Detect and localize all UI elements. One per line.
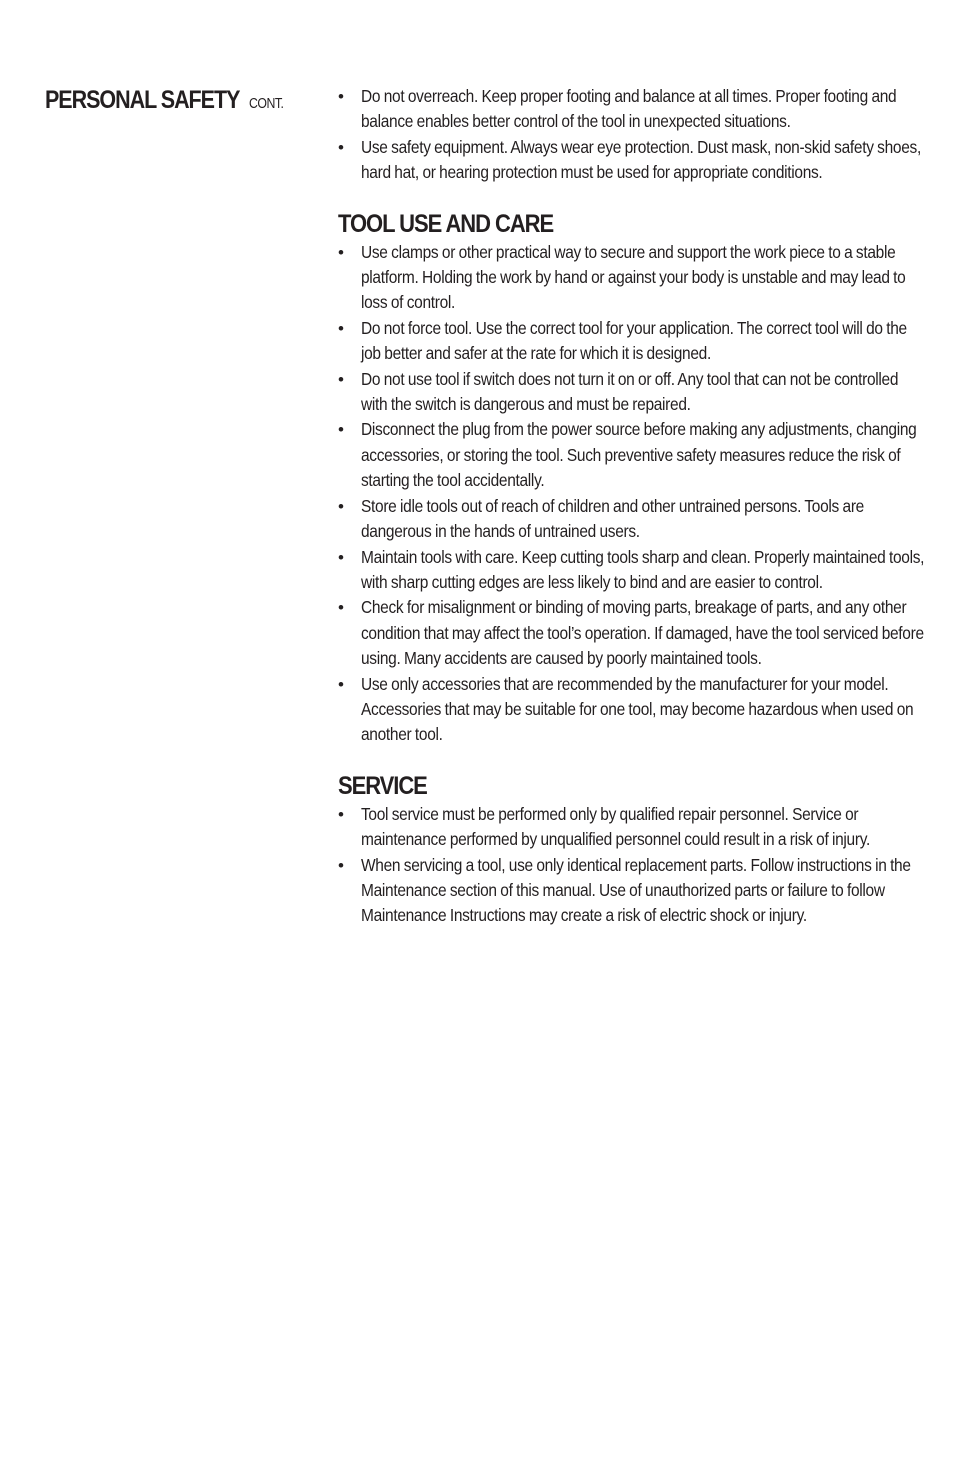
list-item-text: Check for misalignment or binding of moving parts, breakage of parts, and any other condition that may affect the tool’s operation. If damaged, have the tool serviced before using. Many accidents are caused by poorly maintained tools. [361, 597, 924, 669]
list-item-text: Maintain tools with care. Keep cutting tools sharp and clean. Properly maintained tools, with sharp cutting edges are less likely to bind and are easier to control. [361, 546, 925, 592]
tool-use-title: TOOL USE AND CARE [338, 209, 554, 238]
list-item-text: Store idle tools out of reach of children and other untrained persons. Tools are dangerous in the hands of untrained users. [361, 495, 864, 542]
tool-use-section [338, 208, 925, 748]
list-item-text: Do not overreach. Keep proper footing and balance at all times. Proper footing and balance enables better control of the tool in unexpected situations. [361, 86, 897, 132]
list-item-text: Use only accessories that are recommended by the manufacturer for your model. Accessories that may be suitable for one tool, may become hazardous when used on another tool. [361, 673, 914, 745]
list-item-text: When servicing a tool, use only identical replacement parts. Follow instructions in the Maintenance section of this manual. Use of unauthorized parts or failure to follow Maintenance Instructions may create a risk of electric shock or injury. [361, 854, 911, 926]
list-item [338, 316, 918, 367]
list-item-text: Do not use tool if switch does not turn it on or off. Any tool that can not be controlled with the switch is dangerous and must be repaired. [361, 368, 899, 415]
list-item [338, 802, 918, 853]
bullet-icon: • [338, 420, 344, 440]
bullet-icon: • [338, 855, 344, 875]
list-item-text: Use safety equipment. Always wear eye protection. Dust mask, non-skid safety shoes, hard hat, or hearing protection must be used for appropriate conditions. [361, 136, 921, 183]
bullet-icon: • [338, 137, 344, 157]
personal-safety-list [338, 84, 921, 186]
list-item-text: Disconnect the plug from the power source before making any adjustments, changing accessories, or storing the tool. Such preventive safety measures reduce the risk of starting the tool accidentally. [361, 419, 917, 491]
list-item-text: Do not force tool. Use the correct tool for your application. The correct tool will do the job better and safer at the rate for which it is designed. [361, 317, 907, 364]
service-section [338, 770, 918, 929]
side-heading-suffix: CONT. [249, 95, 284, 112]
service-title: SERVICE [338, 771, 427, 800]
side-heading-title: PERSONAL SAFETY [45, 86, 240, 114]
list-item [338, 595, 924, 671]
bullet-icon: • [338, 496, 344, 516]
list-item [338, 417, 918, 493]
bullet-icon: • [338, 547, 344, 567]
list-item [338, 240, 918, 316]
main-content [338, 84, 925, 929]
list-item-text: Use clamps or other practical way to secure and support the work piece to a stable platform. Holding the work by hand or against your body is unstable and may lead to loss of control. [361, 241, 906, 313]
list-item [338, 494, 918, 545]
list-item [338, 367, 918, 418]
tool-use-list [338, 240, 925, 748]
bullet-icon: • [338, 598, 344, 618]
bullet-icon: • [338, 804, 344, 824]
list-item [338, 545, 925, 596]
list-item [338, 672, 918, 748]
bullet-icon: • [338, 242, 344, 262]
bullet-icon: • [338, 674, 344, 694]
bullet-icon: • [338, 318, 344, 338]
service-list [338, 802, 918, 929]
list-item [338, 84, 918, 135]
list-item-text: Tool service must be performed only by qualified repair personnel. Service or maintenance performed by unqualified personnel could result in a risk of injury. [361, 803, 870, 850]
list-item [338, 135, 921, 186]
list-item [338, 853, 918, 929]
side-heading [45, 86, 291, 115]
bullet-icon: • [338, 369, 344, 389]
bullet-icon: • [338, 87, 344, 106]
